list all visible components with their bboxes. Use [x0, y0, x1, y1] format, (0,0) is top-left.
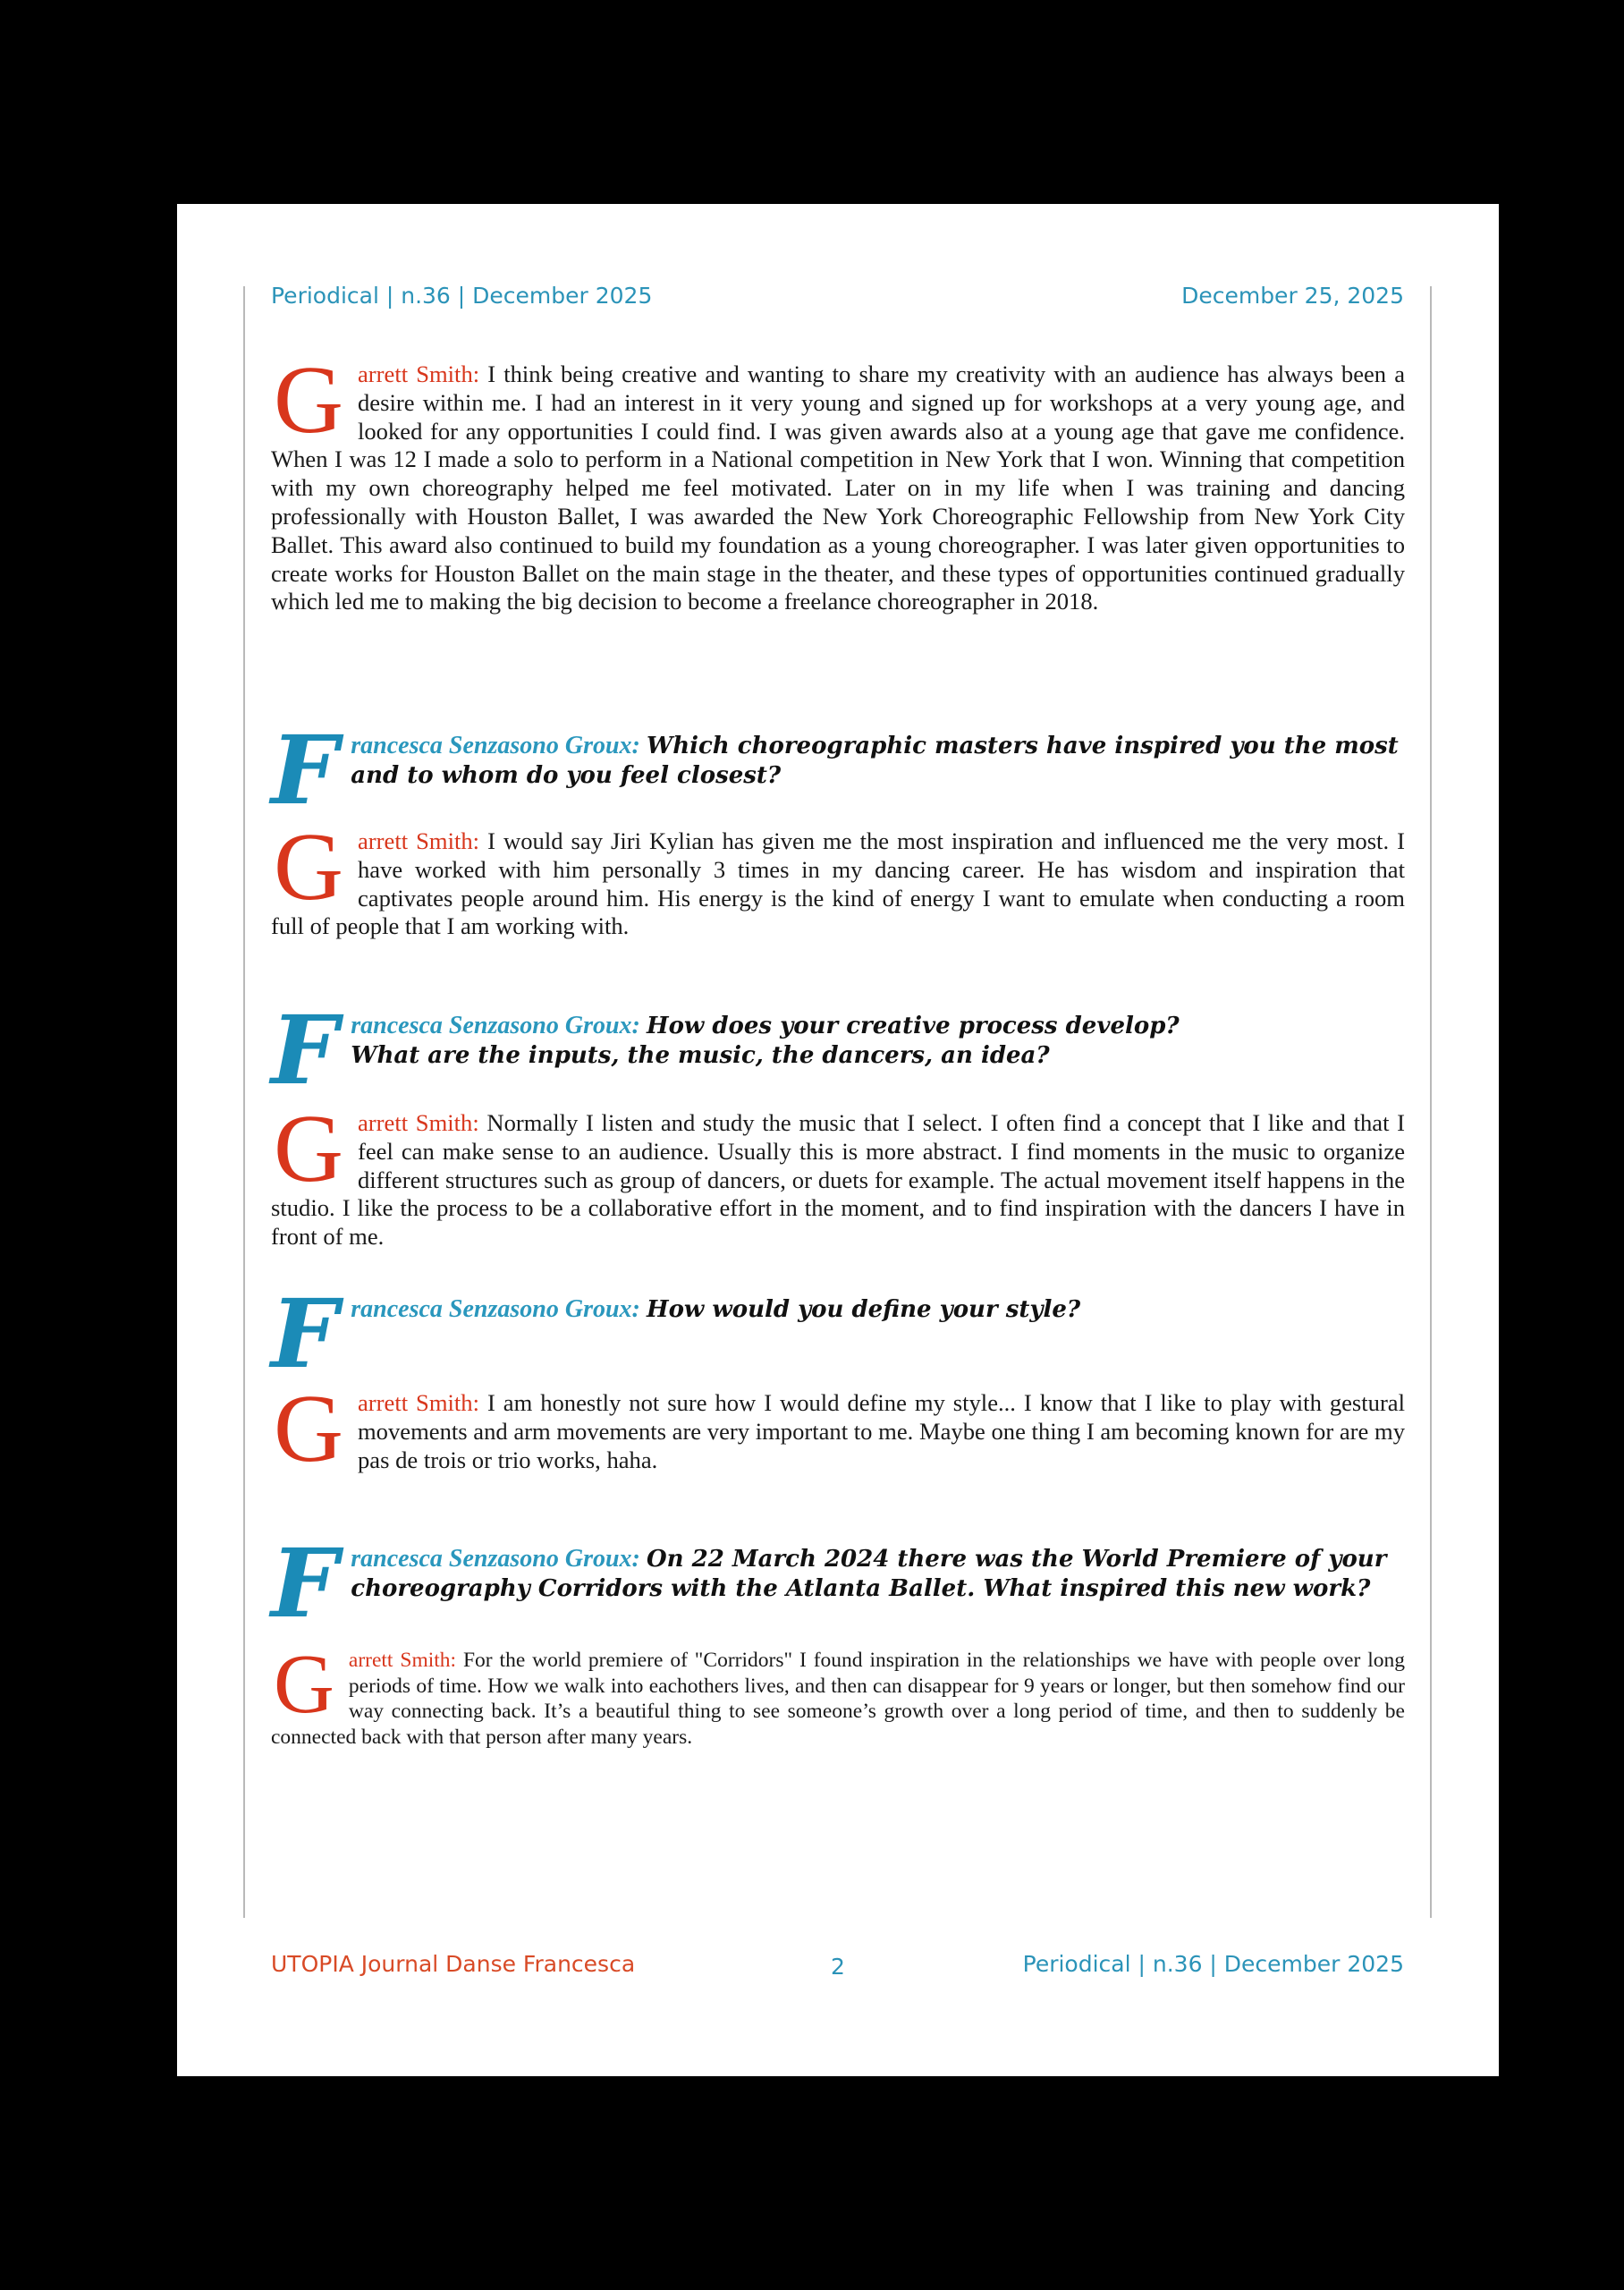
drop-cap-f: F	[271, 714, 339, 826]
answer-1-text: I think being creative and wanting to share my creativity with an audience has always been a desire within me. I had an interest in it very young and signed up for workshops at a very young age, and looked for any opportunities I could find. I was given awards also at a young age that gave me confidence. When I was 12 I made a solo to perform in a National competition in New York that I won. Winning that competition with my own choreography helped me feel motivated. Later on in my life when I was training and dancing professionally with Houston Ballet, I was awarded the New York Choreographic Fellowship from New York City Ballet. This award also continued to build my foundation as a young choreographer. I was later given opportunities to create works for Houston Ballet on the main stage in the theater, and these types of opportunities continued gradually which led me to making the big decision to become a freelance choreographer in 2018.	[271, 360, 1405, 615]
answer-5-text: For the world premiere of "Corridors" I found inspiration in the relationships we have with people over long periods of time. How we walk into eachothers lives, and then can disappear for 9 years or longer, but then somehow find our way connecting back. It’s a beautiful thing to see someone’s growth over a long period of time, and then to suddenly be connected back with that person after many years.	[271, 1649, 1405, 1749]
question-3	[271, 994, 1405, 1106]
footer-journal-name: UTOPIA Journal Danse Francesca	[271, 1951, 636, 1977]
answer-5	[271, 1638, 1405, 1750]
drop-cap-f: F	[271, 1527, 339, 1639]
answer-2-text: I would say Jiri Kylian has given me the most inspiration and influenced me the very most. I have worked with him personally 3 times in my dancing career. He has wisdom and inspiration that captivates people around him. His energy is the kind of energy I want to emulate when conducting a room full of people that I am working with.	[271, 827, 1405, 940]
speaker-francesca: rancesca Senzasono Groux:	[351, 1545, 640, 1573]
left-margin-rule	[243, 286, 245, 1918]
drop-cap-f: F	[271, 994, 339, 1106]
question-5-text: On 22 March 2024 there was the World Premiere of your choreography Corridors with the Atlanta Ballet. What inspired this new work?	[351, 1546, 1387, 1602]
drop-cap-g: G	[274, 347, 343, 454]
question-3-line-2: What are the inputs, the music, the dancers, an idea?	[351, 1041, 1050, 1069]
answer-3-text: Normally I listen and study the music that I select. I often find a concept that I like and that I feel can make sense to an audience. Usually this is more abstract. I find moments in the music to organize different structures such as group of dancers, or duets for example. The actual movement itself happens in the studio. I like the process to be a collaborative effort in the moment, and to find inspiration with the dancers I have in front of me.	[271, 1109, 1405, 1251]
drop-cap-f: F	[271, 1277, 339, 1389]
right-margin-rule	[1430, 286, 1432, 1918]
answer-4	[271, 1376, 1405, 1482]
question-3-line-1: How does your creative process develop?	[647, 1013, 1180, 1039]
answer-4-text: I am honestly not sure how I would define my style... I know that I like to play with gestural movements and arm movements are very important to me. Maybe one thing I am becoming known for are my pas de trois or trio works, haha.	[358, 1389, 1405, 1473]
speaker-garrett: arrett Smith:	[358, 360, 480, 387]
footer-periodical: Periodical | n.36 | December 2025	[1022, 1951, 1404, 1977]
question-5	[271, 1527, 1405, 1639]
speaker-garrett: arrett Smith:	[358, 1109, 479, 1136]
answer-3	[271, 1096, 1405, 1251]
speaker-garrett: arrett Smith:	[348, 1649, 457, 1672]
speaker-garrett: arrett Smith:	[358, 827, 480, 854]
drop-cap-g: G	[274, 1638, 334, 1731]
question-4-text: How would you define your style?	[647, 1296, 1081, 1323]
drop-cap-g: G	[274, 814, 343, 920]
speaker-francesca: rancesca Senzasono Groux:	[351, 1012, 640, 1039]
header-periodical: Periodical | n.36 | December 2025	[271, 283, 653, 309]
question-2-text: Which choreographic masters have inspired you the most and to whom do you feel closest?	[351, 733, 1399, 789]
drop-cap-g: G	[274, 1096, 343, 1202]
question-4	[271, 1277, 1405, 1389]
question-2	[271, 714, 1405, 826]
drop-cap-g: G	[274, 1376, 343, 1482]
answer-1	[271, 347, 1405, 616]
speaker-garrett: arrett Smith:	[358, 1389, 479, 1416]
header-date: December 25, 2025	[1181, 283, 1404, 309]
footer-page-number: 2	[831, 1954, 845, 1980]
speaker-francesca: rancesca Senzasono Groux:	[351, 1295, 640, 1323]
answer-2	[271, 814, 1405, 941]
speaker-francesca: rancesca Senzasono Groux:	[351, 732, 640, 759]
